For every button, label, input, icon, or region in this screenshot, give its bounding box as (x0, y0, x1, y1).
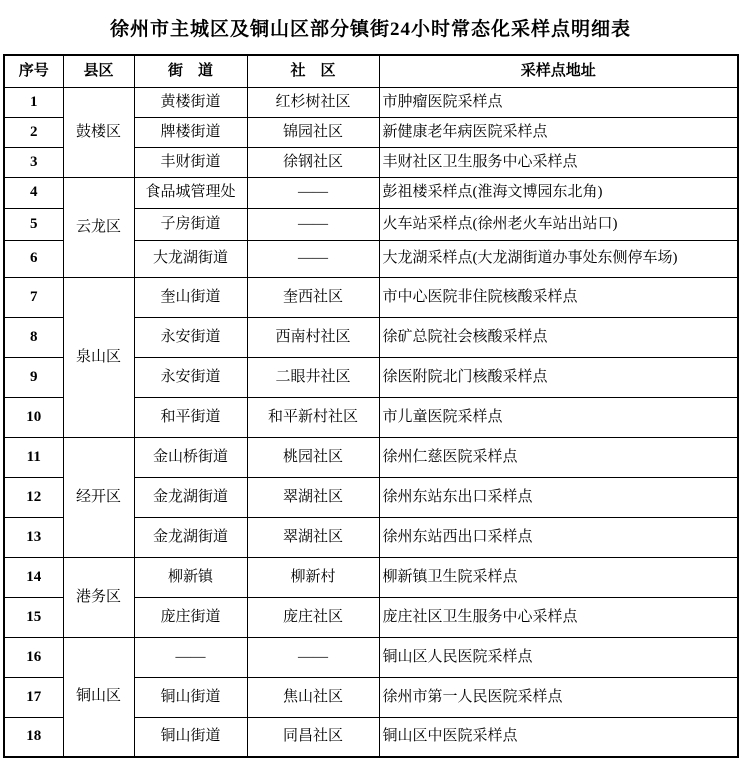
address-cell: 徐州东站东出口采样点 (379, 477, 738, 517)
address-cell: 新健康老年病医院采样点 (379, 117, 738, 147)
address-cell: 徐州东站西出口采样点 (379, 517, 738, 557)
address-cell: 徐医附院北门核酸采样点 (379, 357, 738, 397)
row-number: 10 (4, 397, 63, 437)
row-number: 8 (4, 317, 63, 357)
sampling-points-table (3, 54, 739, 758)
col-header-address: 采样点地址 (379, 55, 738, 87)
community-cell: 同昌社区 (247, 717, 379, 757)
street-cell: 大龙湖街道 (134, 240, 247, 277)
district-cell: 云龙区 (63, 177, 134, 277)
row-number: 12 (4, 477, 63, 517)
row-number: 15 (4, 597, 63, 637)
col-header-street: 街 道 (134, 55, 247, 87)
street-cell: 金龙湖街道 (134, 477, 247, 517)
street-cell: 永安街道 (134, 317, 247, 357)
community-cell: 徐钢社区 (247, 147, 379, 177)
district-cell: 泉山区 (63, 277, 134, 437)
address-cell: 市中心医院非住院核酸采样点 (379, 277, 738, 317)
address-cell: 市儿童医院采样点 (379, 397, 738, 437)
address-cell: 市肿瘤医院采样点 (379, 87, 738, 117)
street-cell: 金龙湖街道 (134, 517, 247, 557)
district-cell: 铜山区 (63, 637, 134, 757)
community-cell: 翠湖社区 (247, 477, 379, 517)
community-cell: 和平新村社区 (247, 397, 379, 437)
row-number: 4 (4, 177, 63, 208)
table-row (4, 557, 738, 597)
table-row (4, 437, 738, 477)
community-cell: 柳新村 (247, 557, 379, 597)
table-row (4, 177, 738, 208)
col-header-district: 县区 (63, 55, 134, 87)
row-number: 5 (4, 208, 63, 240)
community-cell: —— (247, 240, 379, 277)
street-cell: 牌楼街道 (134, 117, 247, 147)
row-number: 14 (4, 557, 63, 597)
row-number: 13 (4, 517, 63, 557)
address-cell: 徐州仁慈医院采样点 (379, 437, 738, 477)
row-number: 17 (4, 677, 63, 717)
row-number: 6 (4, 240, 63, 277)
district-cell: 港务区 (63, 557, 134, 637)
address-cell: 彭祖楼采样点(淮海文博园东北角) (379, 177, 738, 208)
address-cell: 铜山区中医院采样点 (379, 717, 738, 757)
address-cell: 徐矿总院社会核酸采样点 (379, 317, 738, 357)
community-cell: 桃园社区 (247, 437, 379, 477)
district-cell: 经开区 (63, 437, 134, 557)
row-number: 16 (4, 637, 63, 677)
street-cell: 奎山街道 (134, 277, 247, 317)
community-cell: 焦山社区 (247, 677, 379, 717)
header-row (4, 55, 738, 87)
district-cell: 鼓楼区 (63, 87, 134, 177)
community-cell: —— (247, 177, 379, 208)
address-cell: 大龙湖采样点(大龙湖街道办事处东侧停车场) (379, 240, 738, 277)
street-cell: 铜山街道 (134, 677, 247, 717)
address-cell: 徐州市第一人民医院采样点 (379, 677, 738, 717)
row-number: 1 (4, 87, 63, 117)
row-number: 7 (4, 277, 63, 317)
community-cell: 红杉树社区 (247, 87, 379, 117)
address-cell: 火车站采样点(徐州老火车站出站口) (379, 208, 738, 240)
community-cell: —— (247, 637, 379, 677)
street-cell: 铜山街道 (134, 717, 247, 757)
community-cell: 奎西社区 (247, 277, 379, 317)
col-header-community: 社 区 (247, 55, 379, 87)
table-row (4, 87, 738, 117)
row-number: 9 (4, 357, 63, 397)
address-cell: 丰财社区卫生服务中心采样点 (379, 147, 738, 177)
street-cell: 庞庄街道 (134, 597, 247, 637)
street-cell: 柳新镇 (134, 557, 247, 597)
table-row (4, 637, 738, 677)
street-cell: 金山桥街道 (134, 437, 247, 477)
street-cell: 子房街道 (134, 208, 247, 240)
row-number: 11 (4, 437, 63, 477)
address-cell: 铜山区人民医院采样点 (379, 637, 738, 677)
row-number: 2 (4, 117, 63, 147)
page-title: 徐州市主城区及铜山区部分镇街24小时常态化采样点明细表 (109, 19, 631, 40)
table-row (4, 277, 738, 317)
street-cell: —— (134, 637, 247, 677)
street-cell: 黄楼街道 (134, 87, 247, 117)
street-cell: 食品城管理处 (134, 177, 247, 208)
address-cell: 柳新镇卫生院采样点 (379, 557, 738, 597)
street-cell: 丰财街道 (134, 147, 247, 177)
col-header-no: 序号 (4, 55, 63, 87)
community-cell: 翠湖社区 (247, 517, 379, 557)
community-cell: 西南村社区 (247, 317, 379, 357)
community-cell: 二眼井社区 (247, 357, 379, 397)
address-cell: 庞庄社区卫生服务中心采样点 (379, 597, 738, 637)
street-cell: 和平街道 (134, 397, 247, 437)
community-cell: 庞庄社区 (247, 597, 379, 637)
street-cell: 永安街道 (134, 357, 247, 397)
row-number: 3 (4, 147, 63, 177)
row-number: 18 (4, 717, 63, 757)
community-cell: 锦园社区 (247, 117, 379, 147)
community-cell: —— (247, 208, 379, 240)
